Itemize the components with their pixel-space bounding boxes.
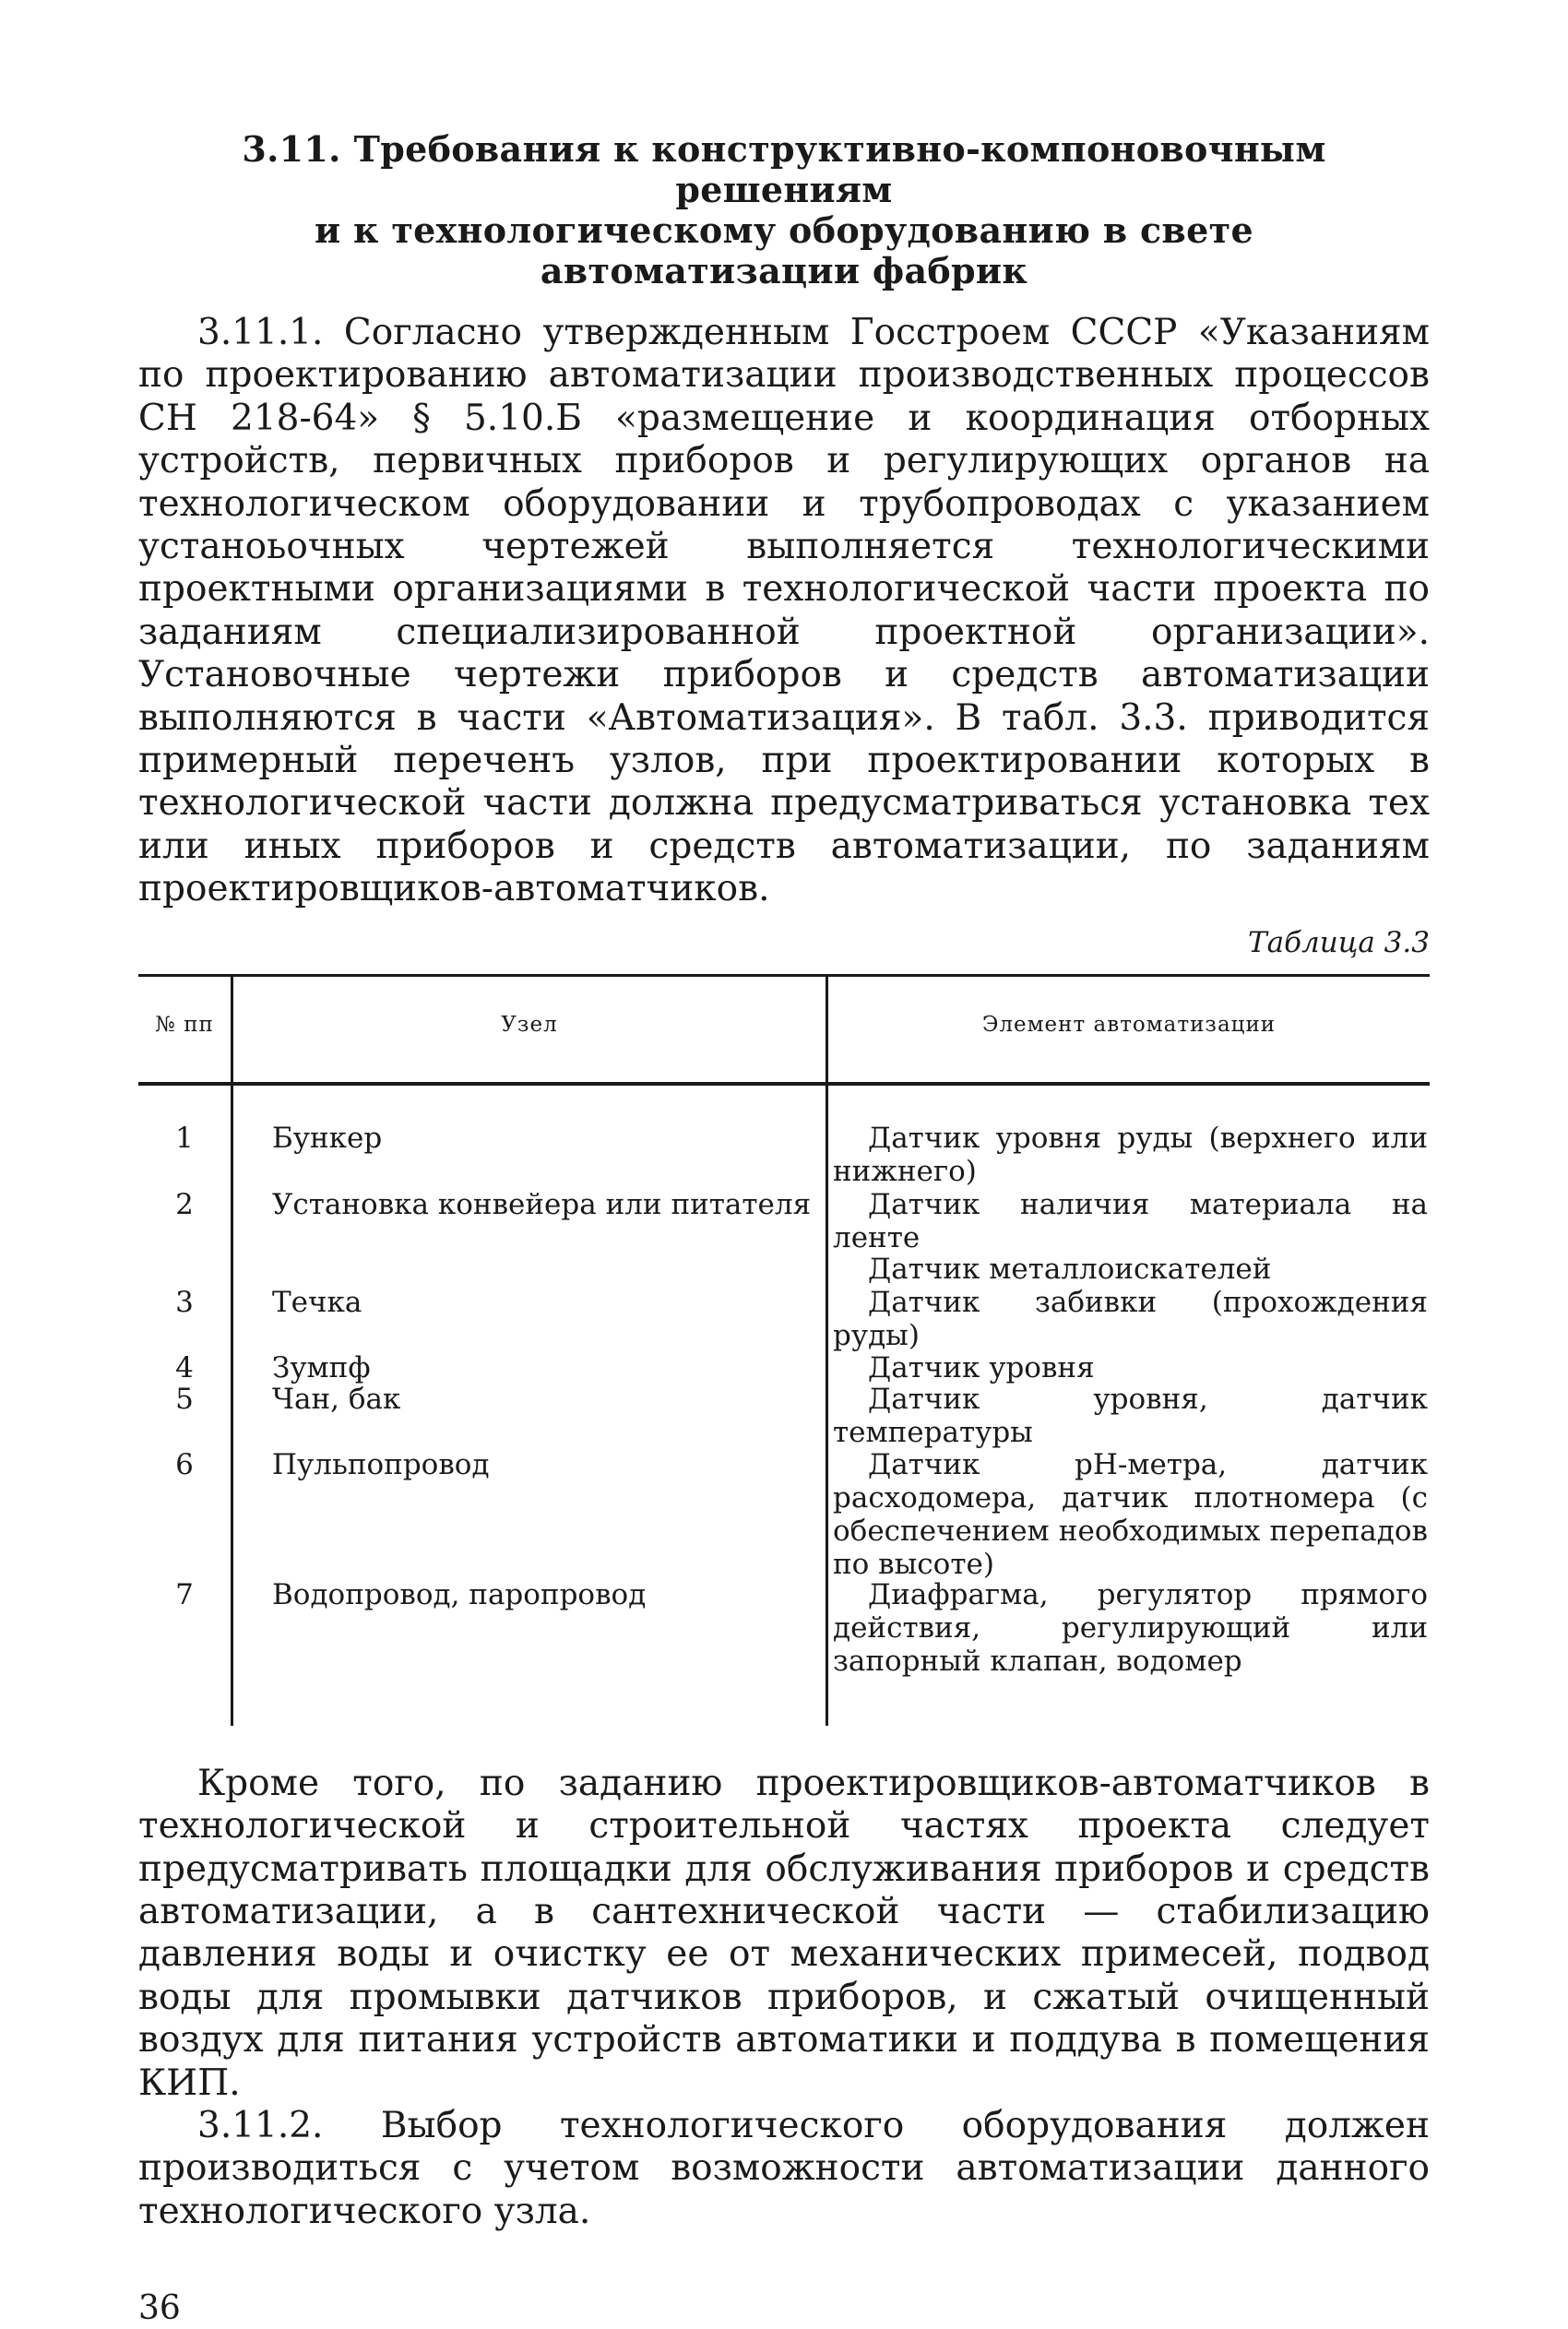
table-row-4-num: 4 [175,1350,194,1384]
table-row-1-element: Датчик уровня руды (верхнего или нижнего) [833,1121,1428,1188]
document-page [138,129,1430,2329]
table-header-rule [138,1082,1430,1086]
table-column-divider-2 [826,977,828,1726]
table-row-5-element: Датчик уровня, датчик температуры [833,1382,1428,1449]
table-column-divider-1 [231,977,233,1726]
table-header-element: Элемент автоматизации [981,1012,1277,1037]
table-row-2-element: Датчик наличия материала на ленте [833,1187,1428,1254]
table-row-4-node: Зумпф [272,1350,371,1384]
section-heading-line-1 [138,129,1430,210]
table-row-5-num: 5 [175,1382,194,1416]
table-header-num: № пп [155,1012,214,1037]
section-title-line-1: Требования к конструктивно-компоновочным решениям [353,128,1326,210]
table-row-2-node: Установка конвейера или питателя [272,1187,812,1221]
table-row-6-num: 6 [175,1447,194,1481]
section-heading [138,129,1430,291]
table-row-6-element: Датчик pH-метра, датчик расходомера, датчик плотномера (с обеспечением необходимых перепадов по высоте) [833,1447,1428,1581]
table-row-7-node: Водопровод, паропровод [272,1577,647,1611]
table-top-rule [138,974,1430,977]
table-row-3-node: Течка [272,1285,362,1319]
table-row-1-num: 1 [175,1121,194,1155]
table-row-7-num: 7 [175,1577,194,1611]
paragraph-3-11-1: 3.11.1. Согласно утвержденным Госстроем СССР «Указаниям по проектированию автоматизации производственных процессов СН 218-64» § 5.10.Б «размещение и координация отборных устройств, первичных приборов и регулирующих органов на технологическом оборудовании и трубопроводах с указанием устаноьочных чертежей выполняется технологическими проектными организациями в технологической части проекта по заданиям специализированной проектной организации». Установочные чертежи приборов и средств автоматизации выполняются в части «Автоматизация». В табл. 3.3. приводится примерный переченъ узлов, при проектировании которых в технологической части должна предусматриваться установка тех или иных приборов и средств автоматизации, по заданиям проектировщиков-автоматчиков. [138,312,1430,910]
section-number: 3.11. [242,128,341,170]
table-row-7-element: Диафрагма, регулятор прямого действия, регулирующий или запорный клапан, водомер [833,1577,1428,1678]
table-row-6-node: Пульпопровод [272,1447,490,1481]
table-row-5-node: Чан, бак [272,1382,401,1416]
table-3-3 [138,974,1430,1726]
paragraph-3-11-2: 3.11.2. Выбор технологического оборудования должен производиться с учетом возможности автоматизации данного технологического узла. [138,2104,1430,2232]
table-row-3-num: 3 [175,1285,194,1319]
section-title-line-3: автоматизации фабрик [540,250,1028,291]
table-header-node: Узел [501,1012,558,1037]
table-row-4-element: Датчик уровня [868,1350,1095,1384]
table-row-2b-element: Датчик металлоискателей [868,1252,1272,1286]
table-row-1-node: Бункер [272,1121,383,1155]
paragraph-additional: Кроме того, по заданию проектировщиков-автоматчиков в технологической и строительной частях проекта следует предусматривать площадки для обслуживания приборов и средств автоматизации, а в сантехнической части — стабилизацию давления воды и очистку ее от механических примесей, подвод воды для промывки датчиков приборов, и сжатый очищенный воздух для питания устройств автоматики и поддува в помещения КИП. [138,1762,1430,2104]
section-title-line-2: и к технологическому оборудованию в свете [315,209,1253,251]
page-number: 36 [138,2289,181,2328]
table-row-2-num: 2 [175,1187,194,1221]
table-caption: Таблица 3.3 [1247,925,1430,959]
table-row-3-element: Датчик забивки (прохождения руды) [833,1285,1428,1352]
